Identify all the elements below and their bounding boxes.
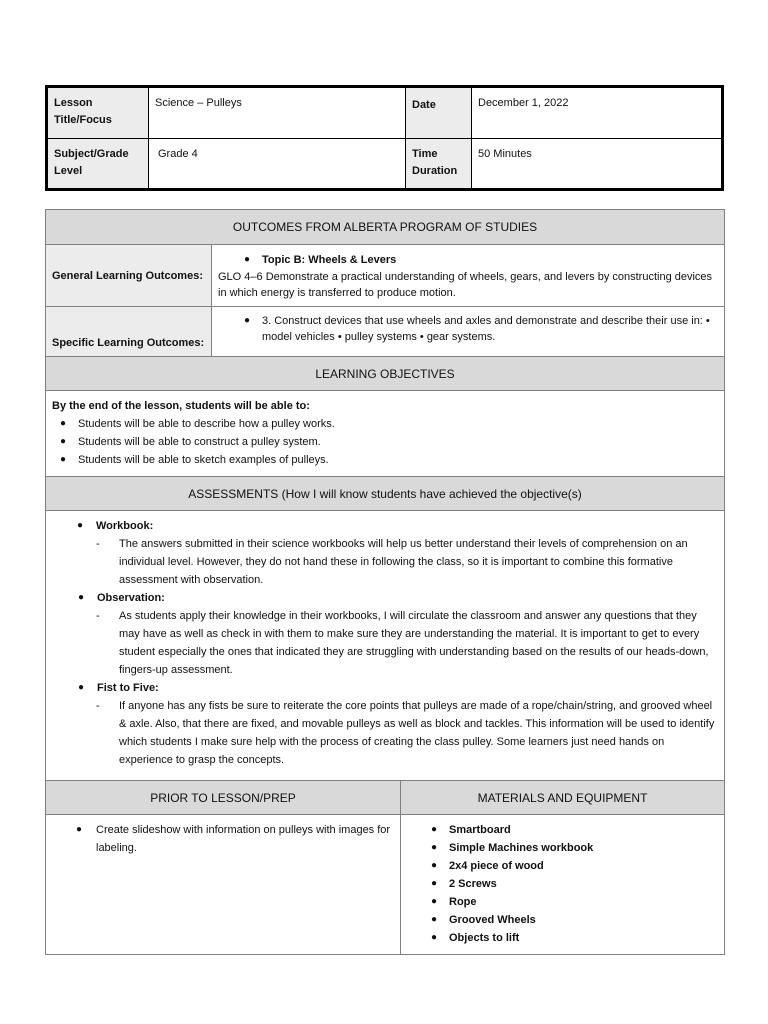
date-label: Date xyxy=(406,87,472,139)
assessment-title-fist-to-five: ● Fist to Five: xyxy=(52,679,718,697)
assessments-header: ASSESSMENTS (How I will know students have achieved the objective(s) xyxy=(46,477,725,511)
general-topic: ● Topic B: Wheels & Levers xyxy=(218,251,718,269)
assessment-title-observation: ● Observation: xyxy=(52,589,718,607)
assessment-detail-fist-to-five: - If anyone has any fists be sure to reiterate the core points that pulleys are made of a rope/chain/string, and grooved wheel & axle. Also, that there are fixed, and movable pulleys as well as block and tackles. This information will be used to identify which students I make sure help with the process of creating the class pulley. Some learners just need hands on experience to grasp the concepts. xyxy=(52,697,718,769)
general-outcome-text: GLO 4–6 Demonstrate a practical understanding of wheels, gears, and levers by constructing devices in which energy is transferred to produce motion. xyxy=(218,271,713,299)
specific-outcome-item: ● 3. Construct devices that use wheels and axles and demonstrate and describe their use in: • model vehicles • pulley systems • gear systems. xyxy=(218,313,718,345)
material-item: ● Smartboard xyxy=(405,821,718,839)
objective-item: ● Students will be able to sketch examples of pulleys. xyxy=(34,451,718,469)
material-item: ● Objects to lift xyxy=(405,929,718,947)
outcomes-header: OUTCOMES FROM ALBERTA PROGRAM OF STUDIES xyxy=(46,210,725,245)
objectives-cell xyxy=(46,391,725,477)
material-item: ● 2x4 piece of wood xyxy=(405,857,718,875)
assessment-title-workbook: ● Workbook: xyxy=(51,517,718,535)
prior-item: ● Create slideshow with information on pulleys with images for labeling. xyxy=(50,821,394,857)
objective-item: ● Students will be able to construct a pulley system. xyxy=(34,433,718,451)
objectives-header: LEARNING OBJECTIVES xyxy=(46,357,725,391)
specific-outcomes-cell xyxy=(212,307,725,357)
objectives-intro: By the end of the lesson, students will be able to: xyxy=(52,400,310,412)
subject-grade-label: Subject/Grade Level xyxy=(47,139,149,190)
material-item: ● Rope xyxy=(405,893,718,911)
material-item: ● 2 Screws xyxy=(405,875,718,893)
date-value: December 1, 2022 xyxy=(472,87,723,139)
time-duration-value: 50 Minutes xyxy=(472,139,723,190)
specific-outcomes-label: Specific Learning Outcomes: xyxy=(46,307,212,357)
lesson-title-label: Lesson Title/Focus xyxy=(47,87,149,139)
lesson-title-value: Science – Pulleys xyxy=(149,87,406,139)
material-item: ● Simple Machines workbook xyxy=(405,839,718,857)
prior-to-lesson-header: PRIOR TO LESSON/PREP xyxy=(46,781,401,815)
objective-item: ● Students will be able to describe how a pulley works. xyxy=(34,415,718,433)
lesson-info-table xyxy=(45,85,724,191)
general-outcomes-cell xyxy=(212,245,725,307)
time-duration-label: Time Duration xyxy=(406,139,472,190)
assessments-cell xyxy=(46,511,725,781)
lesson-plan-table xyxy=(45,209,725,955)
assessment-detail-workbook: - The answers submitted in their science workbooks will help us better understand their levels of comprehension on an individual level. However, they do not hand these in following the class, so it is important to combine this formative assessment with observation. xyxy=(52,535,718,589)
prior-to-lesson-cell xyxy=(46,815,401,955)
material-item: ● Grooved Wheels xyxy=(405,911,718,929)
materials-cell xyxy=(401,815,725,955)
assessment-detail-observation: - As students apply their knowledge in their workbooks, I will circulate the classroom and answer any questions that they may have as well as check in with them to make sure they are understanding the material. It is important to get to every student especially the ones that indicated they are struggling with understanding based on the results of our heads-down, fingers-up assessment. xyxy=(52,607,718,679)
materials-header: MATERIALS AND EQUIPMENT xyxy=(401,781,725,815)
subject-grade-value: Grade 4 xyxy=(149,139,406,190)
general-outcomes-label: General Learning Outcomes: xyxy=(46,245,212,307)
